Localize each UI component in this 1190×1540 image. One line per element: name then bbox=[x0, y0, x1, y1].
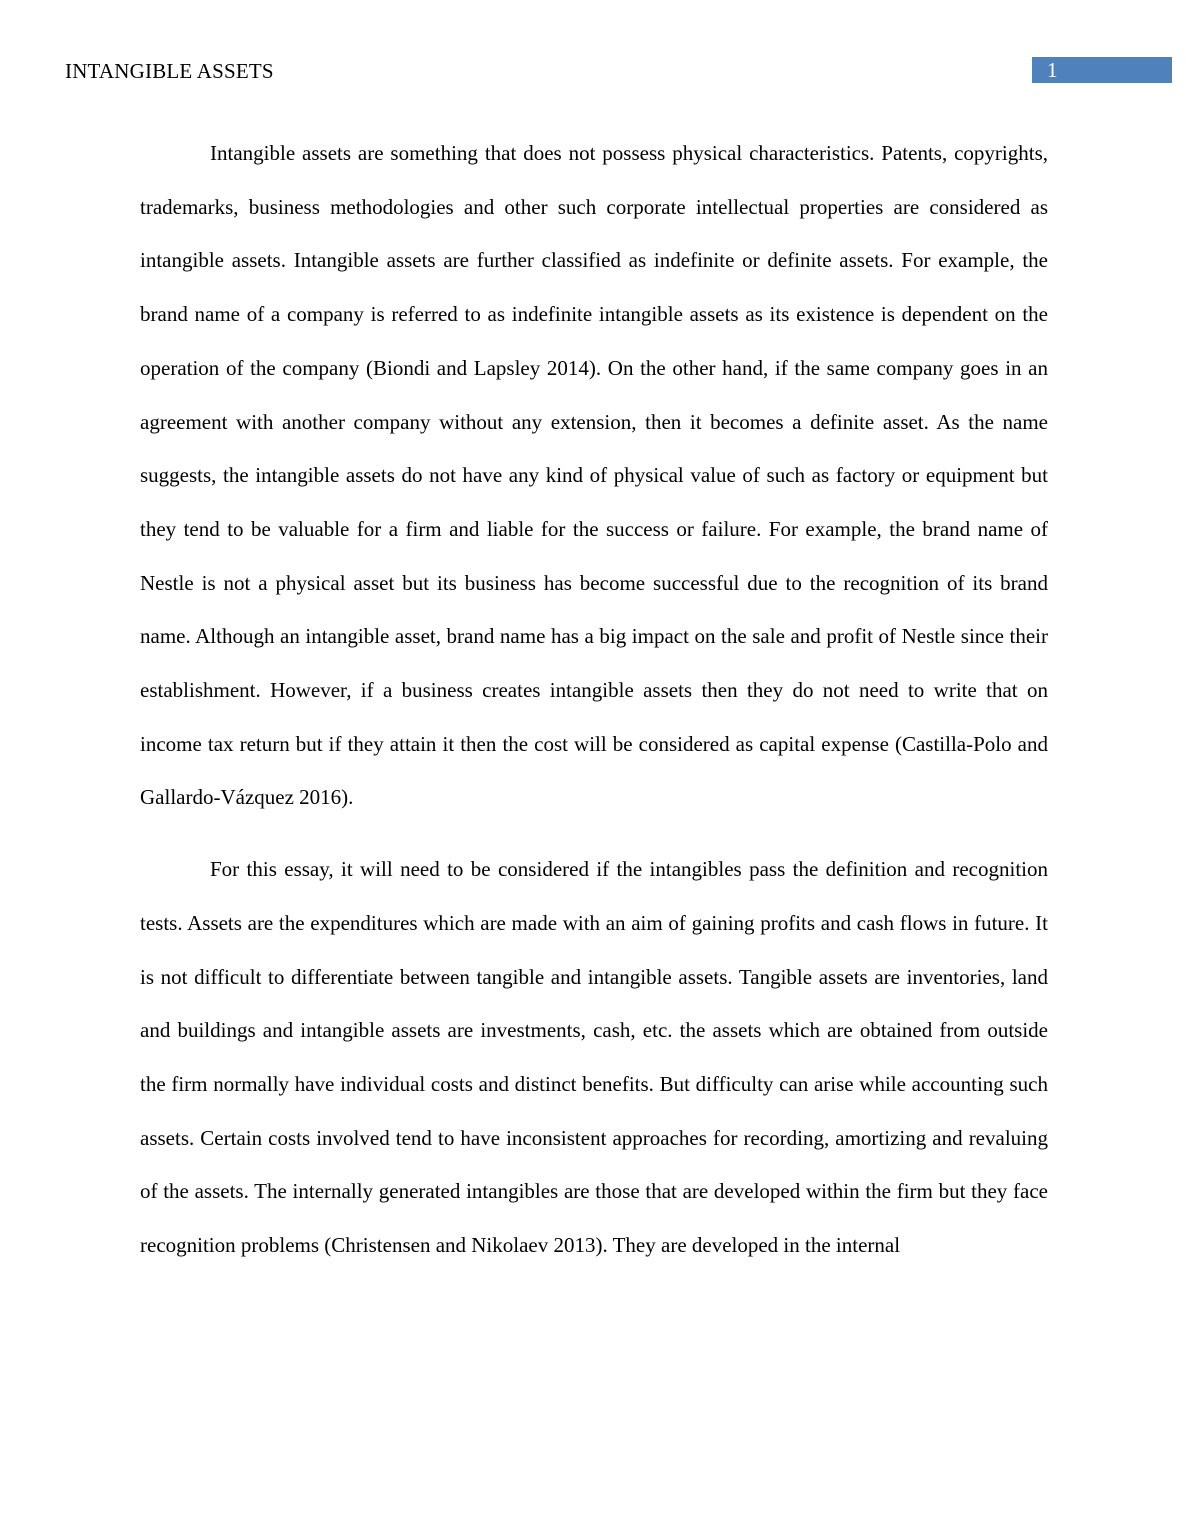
running-header-title: INTANGIBLE ASSETS bbox=[65, 59, 274, 83]
page-number-box bbox=[1032, 57, 1172, 83]
body-text bbox=[140, 127, 1048, 1273]
paragraph-2: For this essay, it will need to be considered if the intangibles pass the definition and recognition tests. Assets are the expenditures which are made with an aim of gaining profits and cash flows in future. It is not difficult to differentiate between tangible and intangible assets. Tangible assets are inventories, land and buildings and intangible assets are investments, cash, etc. the assets which are obtained from outside the firm normally have individual costs and distinct benefits. But difficulty can arise while accounting such assets. Certain costs involved tend to have inconsistent approaches for recording, amortizing and revaluing of the assets. The internally generated intangibles are those that are developed within the firm but they face recognition problems (Christensen and Nikolaev 2013). They are developed in the internal bbox=[140, 857, 1048, 1258]
page-number: 1 bbox=[1047, 58, 1058, 82]
paragraph-1: Intangible assets are something that does not possess physical characteristics. Patents, copyrights, trademarks, business methodologies and other such corporate intellectual properties are considered as intangible assets. Intangible assets are further classified as indefinite or definite assets. For example, the brand name of a company is referred to as indefinite intangible assets as its existence is dependent on the operation of the company (Biondi and Lapsley 2014). On the other hand, if the same company goes in an agreement with another company without any extension, then it becomes a definite asset. As the name suggests, the intangible assets do not have any kind of physical value of such as factory or equipment but they tend to be valuable for a firm and liable for the success or failure. For example, the brand name of Nestle is not a physical asset but its business has become successful due to the recognition of its brand name. Although an intangible asset, brand name has a big impact on the sale and profit of Nestle since their establishment. However, if a business creates intangible assets then they do not need to write that on income tax return but if they attain it then the cost will be considered as capital expense (Castilla-Polo and Gallardo-Vázquez 2016). bbox=[140, 141, 1048, 810]
